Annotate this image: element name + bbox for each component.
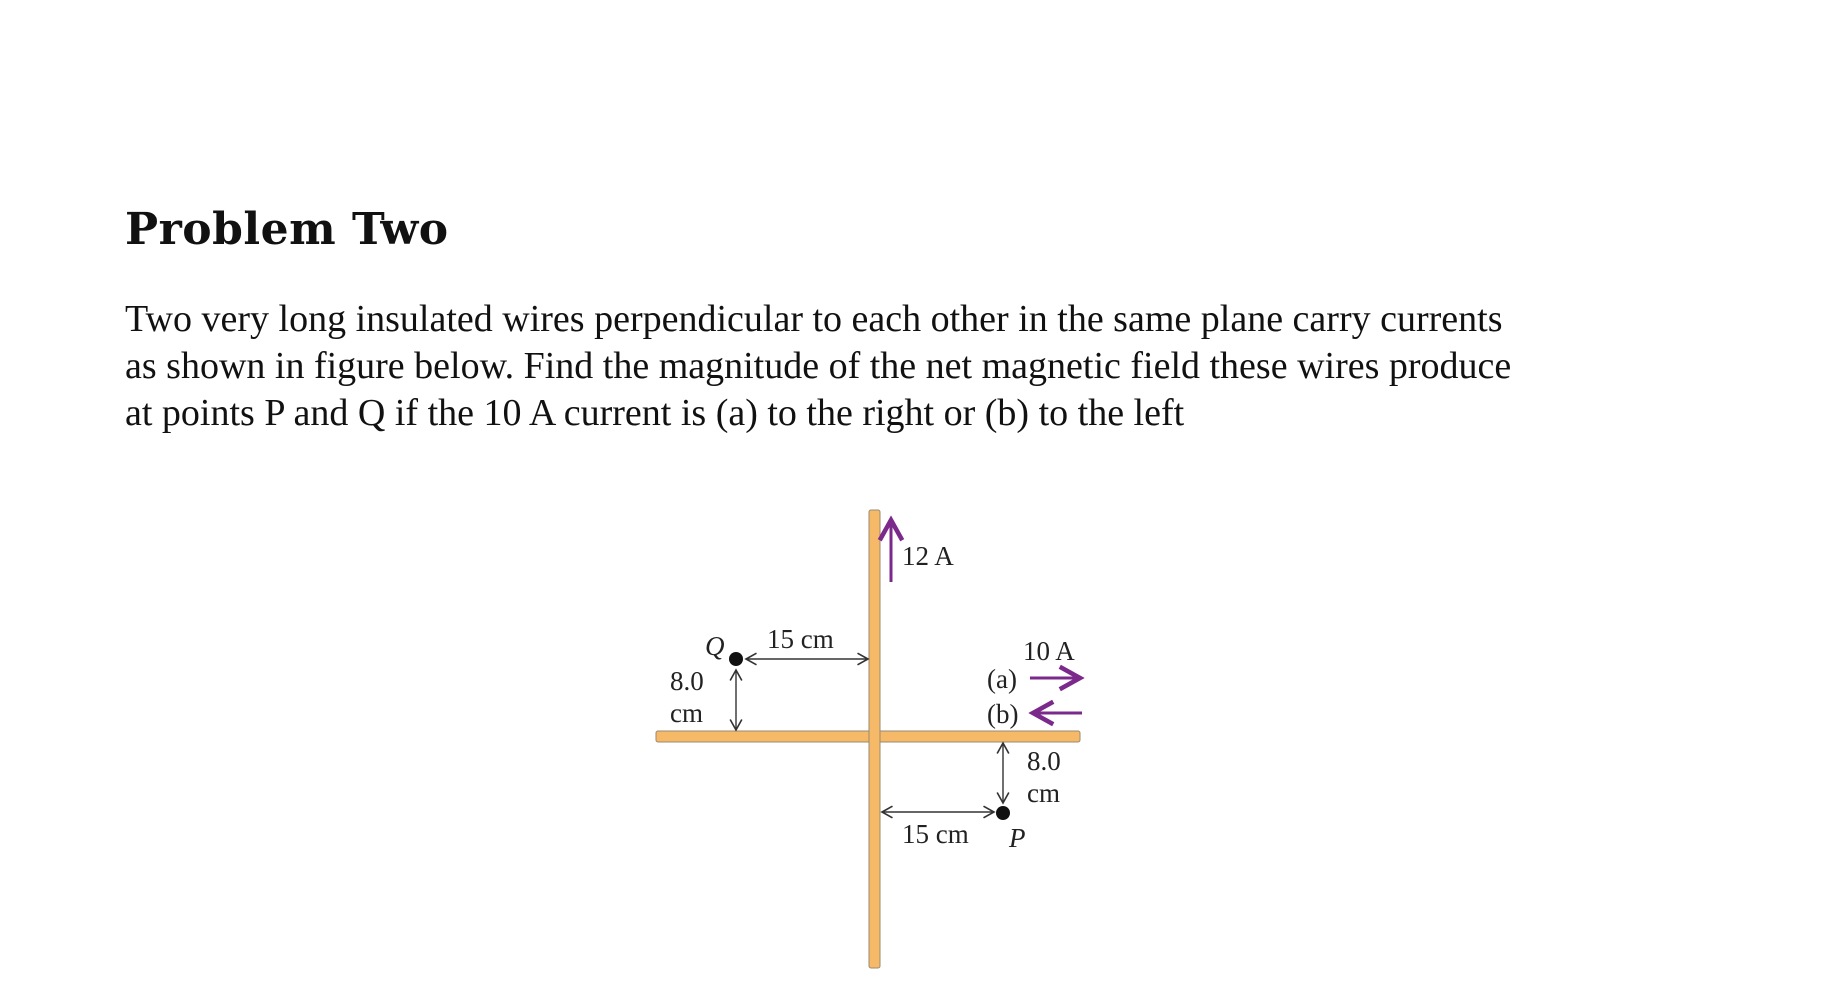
problem-statement-line-3: at points P and Q if the 10 A current is (a) to the right or (b) to the left: [125, 392, 1185, 434]
p-vertical-distance-unit: cm: [1027, 778, 1060, 808]
p-vertical-distance-value: 8.0: [1027, 746, 1061, 776]
q-vertical-distance-value: 8.0: [670, 666, 704, 696]
point-p-label: P: [1009, 823, 1026, 853]
horizontal-wire: [656, 731, 1080, 742]
point-q: [729, 652, 743, 666]
p-horizontal-distance: 15 cm: [902, 819, 969, 849]
problem-title: Problem Two: [125, 204, 449, 255]
q-vertical-distance-unit: cm: [670, 698, 703, 728]
wire-diagram: [640, 500, 1100, 980]
horizontal-current-label: 10 A: [1023, 636, 1075, 666]
wire-diagram-svg: [640, 500, 1100, 980]
vertical-wire: [869, 510, 880, 968]
vertical-current-label: 12 A: [902, 541, 954, 571]
option-a-label: (a): [987, 664, 1017, 694]
problem-statement: [125, 296, 1655, 437]
problem-statement-line-2: as shown in figure below. Find the magnitude of the net magnetic field these wires produce: [125, 345, 1512, 387]
option-b-label: (b): [987, 699, 1019, 729]
problem-statement-line-1: Two very long insulated wires perpendicular to each other in the same plane carry currents: [125, 298, 1503, 340]
point-p: [996, 806, 1010, 820]
q-horizontal-distance: 15 cm: [767, 624, 834, 654]
point-q-label: Q: [705, 631, 725, 661]
